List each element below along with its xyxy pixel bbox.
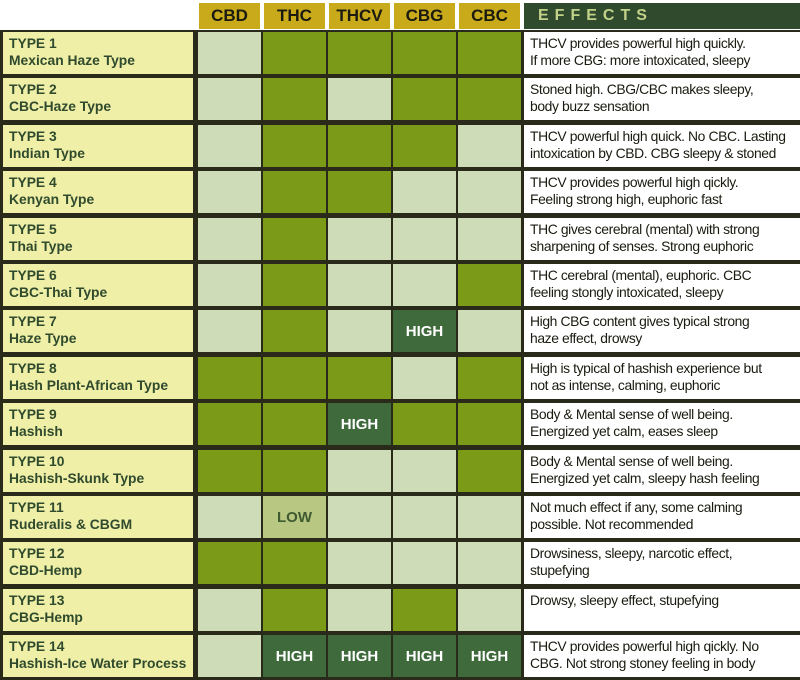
cannabinoid-cell-thcv: HIGH — [328, 635, 391, 677]
type-cell — [3, 542, 193, 584]
effect-line: High is typical of hashish experience but — [530, 359, 762, 376]
table-row — [0, 401, 800, 445]
cannabinoid-cell-thcv — [328, 171, 391, 213]
column-header-thcv: THCV — [329, 3, 390, 29]
cannabinoid-cell-thcv — [328, 32, 391, 74]
effect-line: High CBG content gives typical strong — [530, 313, 750, 330]
header-row — [0, 0, 800, 30]
type-name: Hash Plant-African Type — [9, 376, 169, 393]
cannabinoid-cell-cbd — [198, 542, 261, 584]
effect-cell — [524, 403, 800, 445]
cannabinoid-cell-cbd — [198, 32, 261, 74]
effect-line: CBG. Not strong stoney feeling in body — [530, 655, 756, 672]
column-header-effects: EFFECTS — [524, 3, 800, 29]
effect-line: THC cerebral (mental), euphoric. CBC — [530, 267, 752, 283]
cannabinoid-cell-thcv — [328, 78, 391, 120]
cannabinoid-cell-cbg — [393, 450, 456, 492]
cannabinoid-cell-thc — [263, 32, 326, 74]
cannabinoid-cell-cbg: HIGH — [393, 635, 456, 677]
effect-line: Stoned high. CBG/CBC makes sleepy, — [530, 81, 754, 98]
effect-line: Energized yet calm, sleepy hash feeling — [530, 469, 760, 486]
type-name: Indian Type — [9, 144, 85, 161]
cannabinoid-cell-cbc — [458, 32, 521, 74]
cannabinoid-cell-cbg — [393, 218, 456, 260]
table-row — [0, 216, 800, 260]
cannabinoid-cell-cbg — [393, 403, 456, 445]
cannabinoid-cell-cbg — [393, 125, 456, 167]
effect-cell — [524, 218, 800, 260]
cannabinoid-cell-thc — [263, 78, 326, 120]
cannabinoid-cell-cbc — [458, 78, 521, 120]
table-row — [0, 308, 800, 352]
column-header-cbg: CBG — [394, 3, 455, 29]
cannabinoid-cell-thc — [263, 171, 326, 213]
type-name: Hashish — [9, 423, 63, 440]
cannabinoid-cell-cbd — [198, 218, 261, 260]
type-number: TYPE 13 — [9, 591, 65, 608]
cannabinoid-cell-cbd — [198, 450, 261, 492]
cannabinoid-cell-cbc — [458, 403, 521, 445]
cannabinoid-cell-thc — [263, 264, 326, 306]
effect-line: body buzz sensation — [530, 98, 650, 115]
cannabinoid-cell-thc — [263, 589, 326, 631]
type-cell — [3, 589, 193, 631]
cannabinoid-cell-thc — [263, 542, 326, 584]
cannabinoid-cell-cbd — [198, 357, 261, 399]
cannabinoid-cell-cbg — [393, 264, 456, 306]
cannabinoid-cell-cbc — [458, 264, 521, 306]
cannabinoid-cell-cbd — [198, 171, 261, 213]
cannabinoid-cell-thc — [263, 310, 326, 352]
type-number: TYPE 8 — [9, 359, 57, 376]
table-row — [0, 448, 800, 492]
effect-line: THCV provides powerful high quickly. — [530, 35, 746, 51]
effect-line: intoxication by CBD. CBG sleepy & stoned — [530, 144, 776, 161]
cannabinoid-cell-cbd — [198, 310, 261, 352]
type-number: TYPE 3 — [9, 127, 57, 144]
cannabinoid-cell-cbd — [198, 125, 261, 167]
cannabinoid-cell-cbg — [393, 589, 456, 631]
type-number: TYPE 7 — [9, 313, 57, 330]
table-row — [0, 262, 800, 306]
cannabinoid-cell-thcv: HIGH — [328, 403, 391, 445]
type-name: Mexican Haze Type — [9, 52, 135, 68]
cannabinoid-cell-cbd — [198, 635, 261, 677]
type-number: TYPE 10 — [9, 452, 65, 469]
effect-cell — [524, 589, 800, 631]
cannabinoid-cell-cbg: HIGH — [393, 310, 456, 352]
type-cell — [3, 403, 193, 445]
effect-line: stupefying — [530, 562, 590, 579]
type-cell — [3, 264, 193, 306]
cannabinoid-cell-cbg — [393, 357, 456, 399]
type-name: Hashish-Ice Water Process — [9, 655, 187, 672]
cannabinoid-cell-cbg — [393, 171, 456, 213]
effect-line: Body & Mental sense of well being. — [530, 406, 733, 423]
cannabinoid-cell-thc — [263, 357, 326, 399]
cannabinoid-cell-cbg — [393, 32, 456, 74]
type-number: TYPE 4 — [9, 174, 57, 191]
effect-line: THCV provides powerful high qickly. No — [530, 638, 759, 655]
table-row — [0, 30, 800, 74]
cannabinoid-cell-thcv — [328, 264, 391, 306]
cannabinoid-cell-thcv — [328, 218, 391, 260]
type-name: Kenyan Type — [9, 191, 95, 208]
cannabinoid-cell-thc — [263, 125, 326, 167]
cannabinoid-cell-cbc — [458, 496, 521, 538]
effect-cell — [524, 171, 800, 213]
type-cell — [3, 218, 193, 260]
type-name: Ruderalis & CBGM — [9, 516, 133, 532]
cannabinoid-cell-cbc — [458, 450, 521, 492]
type-name: Haze Type — [9, 330, 77, 347]
type-cell — [3, 78, 193, 120]
cannabinoid-cell-cbd — [198, 403, 261, 445]
effect-cell — [524, 264, 800, 306]
effect-line: Feeling strong high, euphoric fast — [530, 191, 722, 208]
type-cell — [3, 357, 193, 399]
effect-line: not as intense, calming, euphoric — [530, 376, 721, 393]
table-row — [0, 587, 800, 631]
effect-cell — [524, 78, 800, 120]
cannabinoid-cell-cbc — [458, 125, 521, 167]
type-number: TYPE 9 — [9, 406, 57, 423]
effect-cell — [524, 635, 800, 677]
cannabinoid-cell-thc — [263, 403, 326, 445]
type-cell — [3, 635, 193, 677]
cannabinoid-cell-thcv — [328, 450, 391, 492]
effect-cell — [524, 125, 800, 167]
cannabinoid-cell-cbg — [393, 78, 456, 120]
cannabinoid-cell-thcv — [328, 589, 391, 631]
type-name: CBC-Haze Type — [9, 98, 112, 115]
cannabinoid-cell-thcv — [328, 310, 391, 352]
effect-cell — [524, 357, 800, 399]
type-number: TYPE 5 — [9, 220, 57, 237]
type-cell — [3, 32, 193, 74]
column-header-cbd: CBD — [199, 3, 260, 29]
table-row — [0, 76, 800, 120]
cannabinoid-cell-thc: HIGH — [263, 635, 326, 677]
effect-cell — [524, 496, 800, 538]
cannabinoid-cell-cbc — [458, 310, 521, 352]
type-number: TYPE 12 — [9, 545, 65, 562]
type-name: CBD-Hemp — [9, 562, 83, 579]
cannabinoid-cell-thc: LOW — [263, 496, 326, 538]
type-number: TYPE 11 — [9, 499, 64, 515]
cannabinoid-cell-thc — [263, 218, 326, 260]
table-row — [0, 540, 800, 584]
effect-line: If more CBG: more intoxicated, sleepy — [530, 52, 751, 68]
cannabinoid-cell-cbd — [198, 589, 261, 631]
type-cell — [3, 496, 193, 538]
cannabinoid-cell-cbc — [458, 589, 521, 631]
column-header-cbc: CBC — [459, 3, 520, 29]
type-number: TYPE 14 — [9, 638, 65, 655]
type-cell — [3, 171, 193, 213]
cannabinoid-cell-thcv — [328, 496, 391, 538]
effect-line: THCV provides powerful high qickly. — [530, 174, 739, 191]
table-row — [0, 494, 800, 538]
cannabinoid-cell-cbg — [393, 542, 456, 584]
cannabinoid-cell-thcv — [328, 357, 391, 399]
cannabinoid-cell-cbd — [198, 78, 261, 120]
cannabinoid-cell-cbd — [198, 264, 261, 306]
table-row — [0, 633, 800, 677]
effect-cell — [524, 32, 800, 74]
type-name: CBG-Hemp — [9, 608, 83, 625]
effect-line: THCV powerful high quick. No CBC. Lasting — [530, 127, 786, 144]
effect-line: Body & Mental sense of well being. — [530, 452, 733, 469]
type-cell — [3, 450, 193, 492]
effect-line: possible. Not recommended — [530, 516, 694, 532]
effect-line: sharpening of senses. Strong euphoric — [530, 237, 754, 254]
type-cell — [3, 125, 193, 167]
table-row — [0, 169, 800, 213]
cannabinoid-cell-cbc — [458, 542, 521, 584]
cannabinoid-cell-thc — [263, 450, 326, 492]
effect-cell — [524, 450, 800, 492]
effect-line: Energized yet calm, eases sleep — [530, 423, 718, 440]
type-name: CBC-Thai Type — [9, 284, 108, 300]
type-name: Hashish-Skunk Type — [9, 469, 145, 486]
cannabinoid-cell-cbc — [458, 357, 521, 399]
cannabinoid-cell-thcv — [328, 542, 391, 584]
effect-line: Not much effect if any, some calming — [530, 499, 743, 515]
cannabinoid-cell-thcv — [328, 125, 391, 167]
cannabinoid-cell-cbc — [458, 171, 521, 213]
type-number: TYPE 1 — [9, 35, 57, 51]
table-row — [0, 355, 800, 399]
cannabinoid-cell-cbd — [198, 496, 261, 538]
effect-line: Drowsiness, sleepy, narcotic effect, — [530, 545, 733, 562]
table-row — [0, 123, 800, 167]
cannabinoid-cell-cbc — [458, 218, 521, 260]
type-name: Thai Type — [9, 237, 73, 254]
effect-line: THC gives cerebral (mental) with strong — [530, 220, 760, 237]
column-header-thc: THC — [264, 3, 325, 29]
effect-cell — [524, 542, 800, 584]
effect-line: Drowsy, sleepy effect, stupefying — [530, 591, 719, 608]
cannabinoid-cell-cbg — [393, 496, 456, 538]
type-number: TYPE 2 — [9, 81, 57, 98]
effect-cell — [524, 310, 800, 352]
type-number: TYPE 6 — [9, 267, 57, 283]
effect-line: haze effect, drowsy — [530, 330, 642, 347]
effect-line: feeling stongly intoxicated, sleepy — [530, 284, 724, 300]
type-cell — [3, 310, 193, 352]
cannabinoid-cell-cbc: HIGH — [458, 635, 521, 677]
